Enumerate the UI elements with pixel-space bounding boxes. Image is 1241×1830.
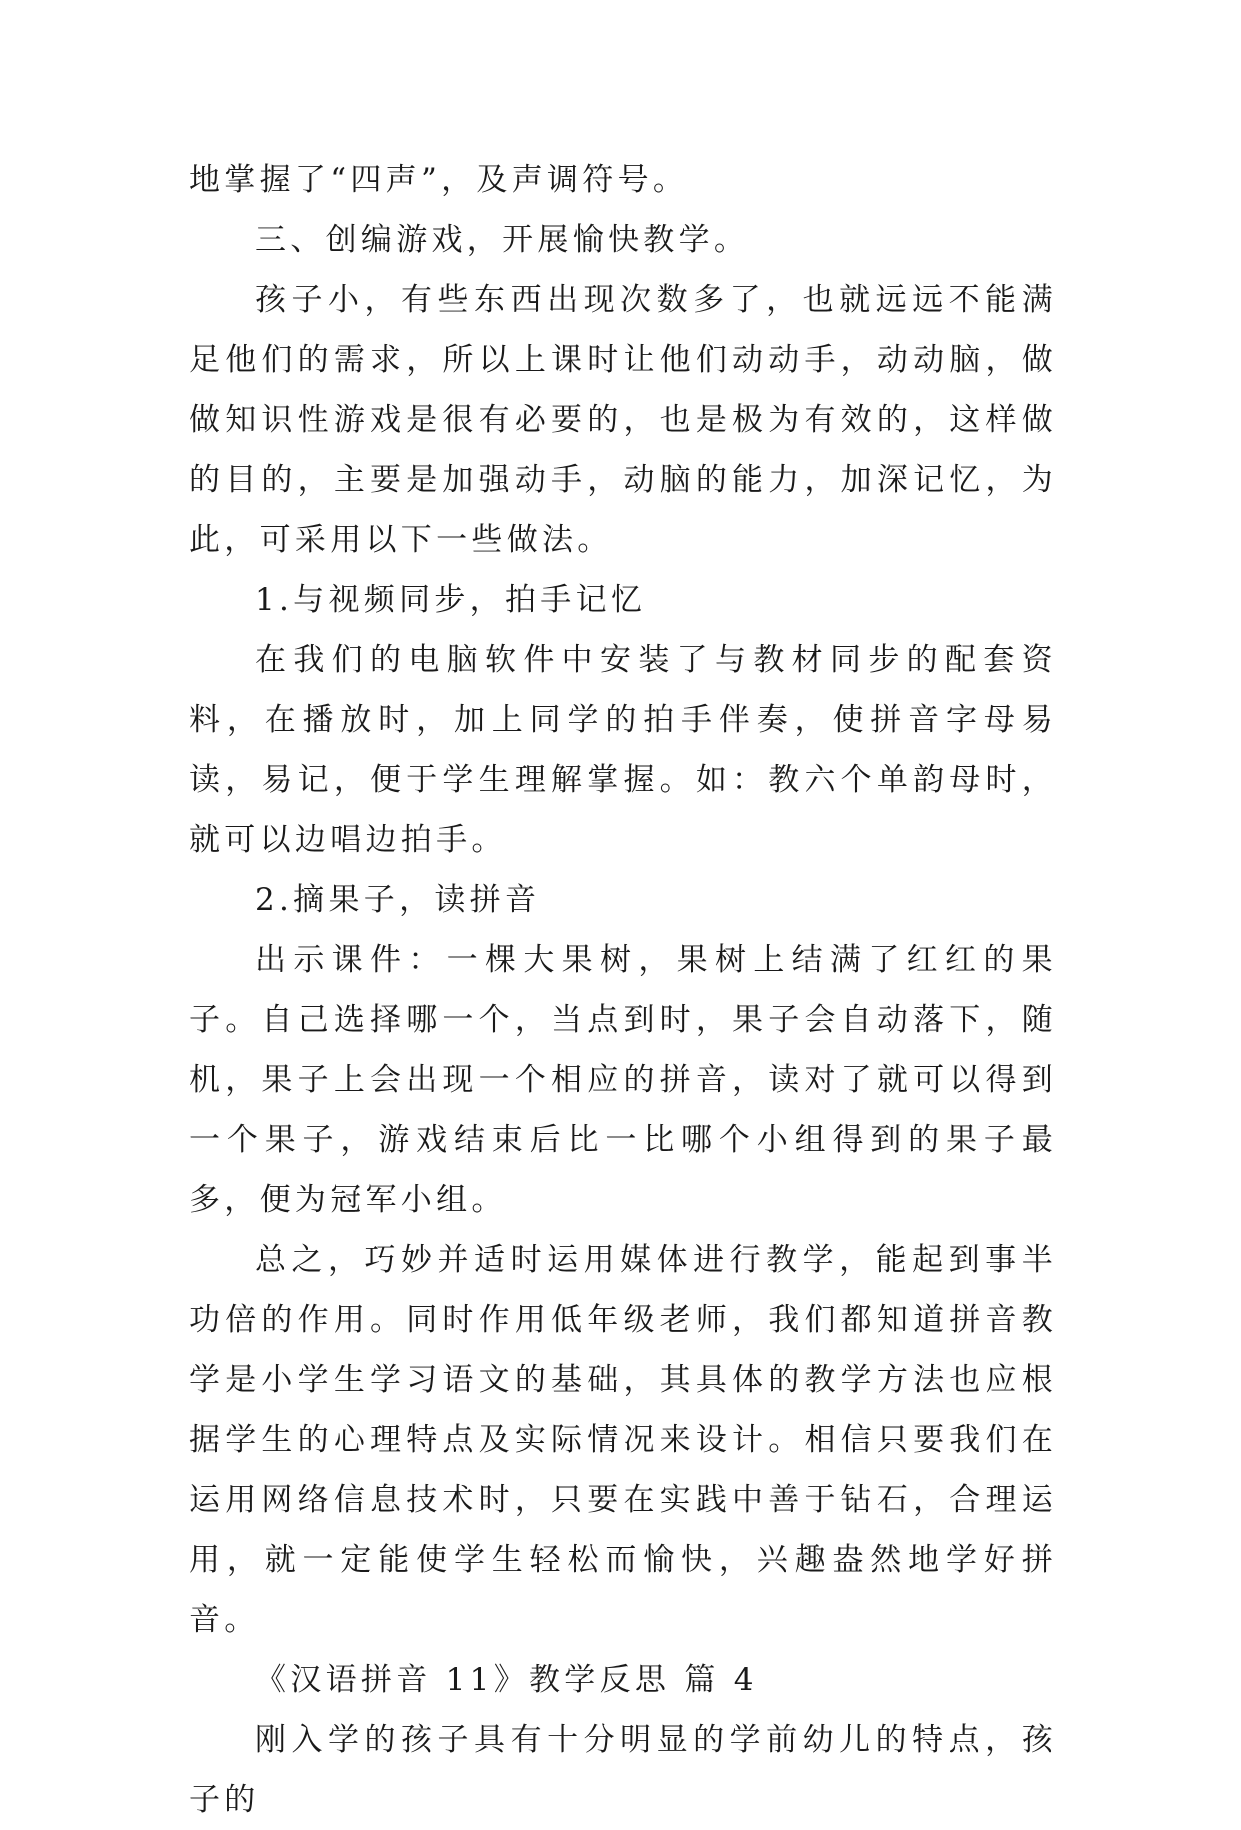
paragraph-5: 在我们的电脑软件中安装了与教材同步的配套资料，在播放时，加上同学的拍手伴奏，使拼音字母易读，易记，便于学生理解掌握。如：教六个单韵母时，就可以边唱边拍手。 — [189, 642, 1057, 858]
paragraph-10: 刚入学的孩子具有十分明显的学前幼儿的特点，孩子的 — [189, 1722, 1057, 1818]
document-body — [189, 150, 1057, 1830]
paragraph-4-subheading: 1.与视频同步，拍手记忆 — [255, 582, 647, 618]
paragraph-2-section-heading: 三、创编游戏，开展愉快教学。 — [255, 222, 750, 258]
paragraph-1: 地掌握了“四声”，及声调符号。 — [189, 162, 689, 198]
paragraph-6-subheading: 2.摘果子，读拼音 — [255, 882, 541, 918]
paragraph-8: 总之，巧妙并适时运用媒体进行教学，能起到事半功倍的作用。同时作用低年级老师，我们都知道拼音教学是小学生学习语文的基础，其具体的教学方法也应根据学生的心理特点及实际情况来设计。相信只要我们在运用网络信息技术时，只要在实践中善于钻石，合理运用，就一定能使学生轻松而愉快，兴趣盎然地学好拼音。 — [189, 1242, 1057, 1638]
paragraph-9-title: 《汉语拼音 11》教学反思 篇 4 — [255, 1662, 758, 1698]
paragraph-7: 出示课件：一棵大果树，果树上结满了红红的果子。自己选择哪一个，当点到时，果子会自动落下，随机，果子上会出现一个相应的拼音，读对了就可以得到一个果子，游戏结束后比一比哪个小组得到的果子最多，便为冠军小组。 — [189, 942, 1057, 1218]
paragraph-3: 孩子小，有些东西出现次数多了，也就远远不能满足他们的需求，所以上课时让他们动动手，动动脑，做做知识性游戏是很有必要的，也是极为有效的，这样做的目的，主要是加强动手，动脑的能力，加深记忆，为此，可采用以下一些做法。 — [189, 282, 1057, 558]
